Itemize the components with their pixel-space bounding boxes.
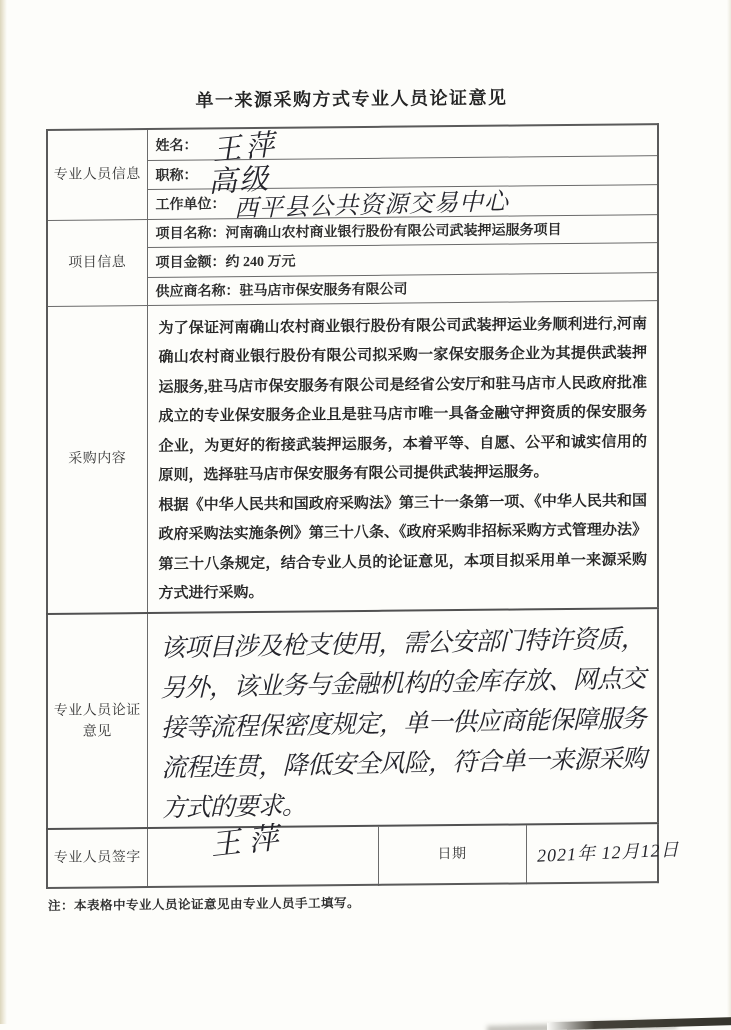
form-table: [46, 123, 680, 889]
name-label: 姓名：: [155, 138, 198, 154]
section-label-opinion: [47, 613, 147, 829]
personnel-name-cell: [147, 124, 658, 168]
signature-cell: [147, 820, 378, 887]
opinion-handwritten-cell: [147, 608, 658, 828]
signature-label: 专业人员签字: [47, 828, 147, 888]
signature-row: [47, 823, 658, 888]
document-sheet: [46, 82, 680, 914]
rank-label: 职称：: [155, 168, 198, 184]
date-label: 日期: [378, 824, 526, 884]
footer-note: 注：本表格中专业人员论证意见由专业人员手工填写。: [48, 895, 361, 913]
opinion-label-line1: 专业人员论证: [53, 702, 141, 719]
workunit-handwritten-value: 西平县公共资源交易中心: [233, 188, 509, 223]
supplier-label: 供应商名称：: [155, 284, 240, 300]
page-title: 单一来源采购方式专业人员论证意见: [195, 87, 508, 111]
opinion-label-line2: 意见: [82, 723, 112, 740]
opinion-handwritten-text: 该项目涉及枪支使用，需公安部门特许资质，另外，该业务与金融机构的金库存放、网点交接等流程保密度规定，单一供应商能保障服务流程连贯，降低安全风险，符合单一来源采购方式的要求。: [159, 625, 646, 823]
project-amount-cell: [147, 242, 658, 277]
project-name-label: 项目名称：: [155, 226, 226, 242]
content-paragraph-2: 根据《中华人民共和国政府采购法》第三十一条第一项、《中华人民共和国政府采购法实施条例》第三十八条、《政府采购非招标采购方式管理办法》第三十八条规定，结合专业人员的论证意见，本项目拟采用单一来源采购方式进行采购。: [158, 492, 648, 602]
project-amount-value: 约 240 万元: [225, 254, 296, 271]
scan-edge-left: [0, 0, 7, 1024]
project-supplier-cell: [147, 272, 658, 305]
date-handwritten-value: 2021年 12月12日: [536, 839, 680, 866]
content-paragraph-1: 为了保证河南确山农村商业银行股份有限公司武装押运业务顺利进行,河南确山农村商业银行股份有限公司拟采购一家保安服务企业为其提供武装押运服务,驻马店市保安服务有限公司是经省公安厅和驻马店市人民政府批准成立的专业保安服务企业且是驻马店市唯一具备金融守押资质的保安服务企业，为更好的衔接武装押运服务，本着平等、自愿、公平和诚实信用的原则，选择驻马店市保安服务有限公司提供武装押运服务。: [158, 315, 648, 484]
date-cell: [526, 823, 680, 883]
project-amount-label: 项目金额：: [155, 255, 226, 271]
section-label-personnel: 专业人员信息: [47, 129, 147, 220]
signature-handwritten-value: 王萍: [208, 820, 288, 863]
content-row: [47, 300, 658, 614]
supplier-value: 驻马店市保安服务有限公司: [239, 282, 408, 300]
project-name-value: 河南确山农村商业银行股份有限公司武装押运服务项目: [225, 223, 562, 242]
rank-handwritten-value: 高级: [206, 162, 271, 199]
content-paragraph-cell: [147, 300, 658, 613]
workunit-label: 工作单位：: [155, 197, 226, 213]
scan-edge-right: [727, 0, 731, 1024]
name-handwritten-value: 王萍: [210, 128, 280, 168]
section-label-content: 采购内容: [47, 305, 147, 614]
section-label-project: 项目信息: [47, 219, 147, 306]
opinion-row: [47, 608, 658, 829]
